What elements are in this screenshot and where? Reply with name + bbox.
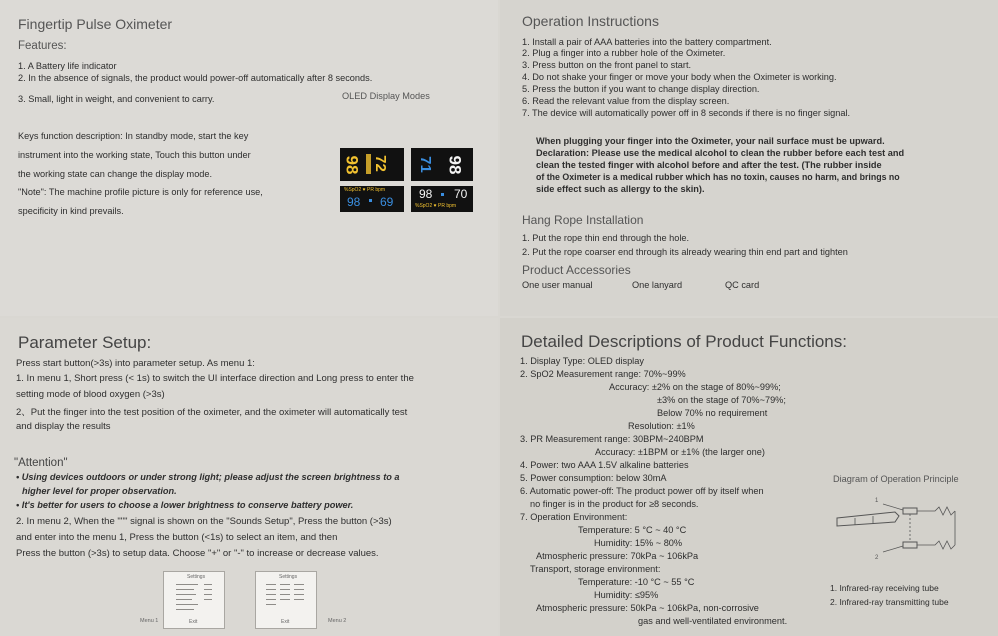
keys-text: Keys function description: In standby mode, start the key	[18, 131, 249, 141]
attention-title: "Attention"	[14, 457, 68, 469]
spec-line: Humidity: ≤95%	[594, 590, 659, 600]
hang-title: Hang Rope Installation	[522, 213, 644, 227]
spec-line: Accuracy: ±1BPM or ±1% (the larger one)	[595, 447, 765, 457]
oled-value: 71	[416, 156, 434, 173]
spec-line: 7. Operation Environment:	[520, 512, 628, 522]
parameter-line: setting mode of blood oxygen (>3s)	[16, 389, 165, 400]
operation-title: Operation Instructions	[522, 13, 659, 29]
menu-head: Settings	[187, 574, 206, 580]
oled-bar	[366, 154, 371, 174]
menu-2-caption: Menu 2	[328, 618, 347, 624]
keys-text: specificity in kind prevails.	[18, 206, 124, 216]
keys-text: the working state can change the display mode.	[18, 169, 213, 179]
transmitter-circuit	[917, 541, 955, 549]
operation-diagram	[835, 496, 965, 566]
feature-item: 1. A Battery life indicator	[18, 61, 117, 71]
spec-line: 2. SpO2 Measurement range: 70%~99%	[520, 369, 686, 379]
oled-label: OLED Display Modes	[342, 91, 430, 101]
oled-display-2	[411, 148, 473, 181]
hang-step: 2. Put the rope coarser end through its already wearing thin end part and tighten	[522, 247, 848, 257]
menu-2-thumbnail	[255, 571, 317, 629]
warning-line: When plugging your finger into the Oximeter, your nail surface must be upward.	[536, 136, 885, 146]
oled-value: 72	[371, 155, 389, 172]
parameter-title: Parameter Setup:	[18, 333, 152, 352]
warning-line: clean the tested finger with alcohol before and after the test. (The rubber inside	[536, 160, 882, 170]
oled-display-1	[340, 148, 404, 181]
spec-line: Temperature: -10 °C ~ 55 °C	[578, 577, 695, 587]
hang-step: 1. Put the rope thin end through the hole.	[522, 233, 690, 243]
menu-line: Press the button (>3s) to setup data. Choose "+" or "-" to increase or decrease values.	[16, 548, 379, 559]
operation-step: 2. Plug a finger into a rubber hole of the Oximeter.	[522, 48, 726, 58]
menu-line: and enter into the menu 1, Press the button (<1s) to select an item, and then	[16, 532, 338, 543]
accessory-item: QC card	[725, 280, 760, 290]
parameter-line: 2、Put the finger into the test position of the oximeter, and the oximeter will automatically test	[16, 407, 408, 418]
transmitting-tube	[903, 542, 917, 548]
warning-line: of the Oximeter is a medical rubber which has no toxin, causes no harm, and brings no	[536, 172, 900, 182]
spec-line: Below 70% no requirement	[657, 408, 768, 418]
diagram-note: 2. Infrared-ray transmitting tube	[830, 597, 949, 607]
diagram-label-2: 2	[875, 555, 879, 561]
functions-title: Detailed Descriptions of Product Functions:	[521, 332, 847, 351]
panel-parameter-setup	[0, 318, 498, 636]
spec-line: gas and well-ventilated environment.	[638, 616, 788, 626]
finger-outline	[837, 512, 899, 526]
oled-value: 98	[445, 155, 465, 175]
oled-pr: 69	[380, 195, 394, 209]
panel-product-functions	[500, 318, 998, 636]
oled-spo2: 98	[347, 195, 361, 209]
attention-line: • It's better for users to choose a lower brightness to conserve battery power.	[16, 500, 354, 510]
diagram-label-1: 1	[875, 498, 879, 504]
oled-pr: 70	[454, 187, 468, 201]
parameter-line: Press start button(>3s) into parameter setup. As menu 1:	[16, 358, 255, 369]
spec-line: Resolution: ±1%	[628, 421, 695, 431]
spec-line: 1. Display Type: OLED display	[520, 356, 644, 366]
diagram-title: Diagram of Operation Principle	[833, 474, 959, 484]
menu-1-caption: Menu 1	[140, 618, 159, 624]
page-title: Fingertip Pulse Oximeter	[18, 16, 173, 32]
diagram-note: 1. Infrared-ray receiving tube	[830, 583, 939, 593]
oled-dot	[369, 199, 372, 202]
menu-exit: Exit	[281, 619, 290, 625]
oled-dot	[441, 193, 444, 196]
attention-line: • Using devices outdoors or under strong light; please adjust the screen brightness to a	[16, 472, 400, 482]
accessory-item: One lanyard	[632, 280, 683, 290]
spec-line: 3. PR Measurement range: 30BPM~240BPM	[520, 434, 704, 444]
parameter-line: 1. In menu 1, Short press (< 1s) to switch the UI interface direction and Long press to enter the	[16, 373, 414, 384]
spec-line: Atmospheric pressure: 50kPa ~ 106kPa, non-corrosive	[536, 603, 759, 613]
attention-line: higher level for proper observation.	[22, 486, 177, 496]
operation-step: 5. Press the button if you want to change display direction.	[522, 84, 760, 94]
oled-header: %SpO2 ♥ PR bpm	[344, 187, 386, 193]
feature-item: 3. Small, light in weight, and convenient to carry.	[18, 94, 215, 104]
keys-text: "Note": The machine profile picture is only for reference use,	[18, 187, 263, 197]
spec-line: ±3% on the stage of 70%~79%;	[657, 395, 786, 405]
warning-line: Declaration: Please use the medical alcohol to clean the rubber before each test and	[536, 148, 905, 158]
panel-operation	[500, 0, 998, 316]
spec-line: Humidity: 15% ~ 80%	[594, 538, 683, 548]
menu-head: Settings	[279, 574, 298, 580]
keys-text: instrument into the working state, Touch this button under	[18, 150, 251, 160]
oled-footer: %SpO2 ♥ PR bpm	[415, 203, 457, 209]
oled-display-4	[411, 186, 473, 212]
spec-line: Transport, storage environment:	[530, 564, 661, 574]
oled-value: 98	[342, 155, 362, 175]
spec-line: 5. Power consumption: below 30mA	[520, 473, 667, 483]
spec-line: no finger is in the product for ≥8 seconds.	[530, 499, 699, 509]
operation-step: 3. Press button on the front panel to start.	[522, 60, 692, 70]
menu-1-thumbnail	[163, 571, 225, 629]
operation-step: 1. Install a pair of AAA batteries into the battery compartment.	[522, 37, 772, 47]
operation-step: 7. The device will automatically power off in 8 seconds if there is no finger signal.	[522, 108, 851, 118]
operation-step: 6. Read the relevant value from the display screen.	[522, 96, 730, 106]
receiving-tube	[903, 508, 917, 514]
feature-item: 2. In the absence of signals, the product would power-off automatically after 8 seconds.	[18, 73, 373, 83]
parameter-line: and display the results	[16, 421, 111, 432]
spec-line: Temperature: 5 °C ~ 40 °C	[578, 525, 687, 535]
oled-display-3	[340, 186, 404, 212]
panel-features	[0, 0, 498, 316]
accessory-item: One user manual	[522, 280, 593, 290]
operation-step: 4. Do not shake your finger or move your body when the Oximeter is working.	[522, 72, 837, 82]
warning-line: side effect such as allergy to the skin).	[536, 184, 705, 194]
menu-exit: Exit	[189, 619, 198, 625]
spec-line: Atmospheric pressure: 70kPa ~ 106kPa	[536, 551, 699, 561]
oled-spo2: 98	[419, 187, 433, 201]
features-heading: Features:	[18, 40, 67, 52]
spec-line: Accuracy: ±2% on the stage of 80%~99%;	[609, 382, 781, 392]
spec-line: 6. Automatic power-off: The product power off by itself when	[520, 486, 764, 496]
spec-line: 4. Power: two AAA 1.5V alkaline batteries	[520, 460, 689, 470]
accessories-title: Product Accessories	[522, 263, 631, 277]
receiver-circuit	[917, 507, 955, 515]
menu-line: 2. In menu 2, When the """ signal is shown on the "Sounds Setup", Press the button (>3s)	[16, 516, 392, 527]
